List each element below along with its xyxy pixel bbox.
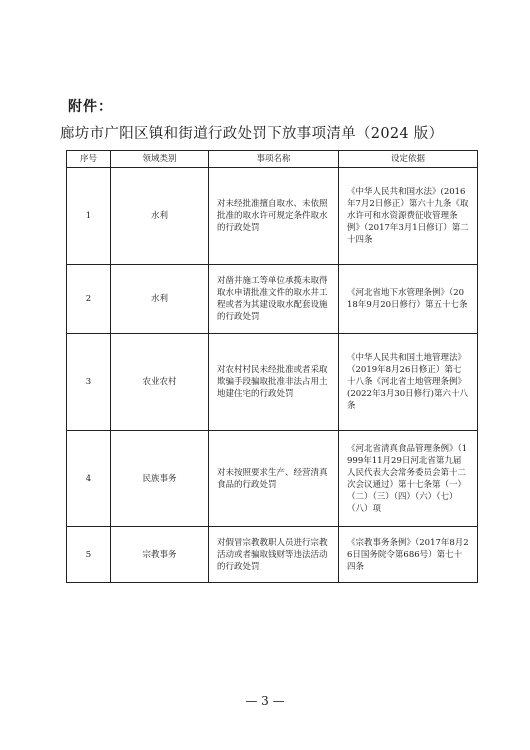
cell-category: 民族事务 [111, 431, 209, 527]
cell-category: 水利 [111, 265, 209, 334]
table-row [67, 168, 478, 265]
cell-name: 对假冒宗教教职人员进行宗教活动或者骗取钱财等违法活动的行政处罚 [209, 527, 339, 583]
cell-basis: 《河北省地下水管理条例》（2018年9月20日修行）第五十七条 [339, 265, 478, 334]
table-row [67, 431, 478, 527]
cell-category: 宗教事务 [111, 527, 209, 583]
column-header-no: 序号 [67, 151, 111, 168]
cell-no: 3 [67, 334, 111, 431]
cell-no: 4 [67, 431, 111, 527]
attachment-label: 附件： [68, 99, 113, 115]
cell-category: 水利 [111, 168, 209, 265]
table-header-row [67, 151, 478, 168]
table-row [67, 334, 478, 431]
cell-category: 农业农村 [111, 334, 209, 431]
column-header-basis: 设定依据 [339, 151, 478, 168]
cell-basis: 《中华人民共和国土地管理法》（2019年8月26日修正）第七十八条《河北省土地管理条例》(2022年3月30日修行)第六十八条 [339, 334, 478, 431]
page-number: — 3 — [245, 694, 285, 708]
cell-no: 1 [67, 168, 111, 265]
cell-name: 对未按照要求生产、经营清真食品的行政处罚 [209, 431, 339, 527]
cell-basis: 《河北省清真食品管理条例》（1999年11月29日河北省第九届人民代表大会常务委员会第十二次会议通过）第十七条第（一）（二）（三）（四）（六）（七）（八）项 [339, 431, 478, 527]
column-header-category: 领域类别 [111, 151, 209, 168]
column-header-name: 事项名称 [209, 151, 339, 168]
cell-name: 对农村村民未经批准或者采取欺骗手段骗取批准非法占用土地建住宅的行政处罚 [209, 334, 339, 431]
table-row [67, 527, 478, 583]
cell-basis: 《中华人民共和国水法》(2016年7月2日修正）第六十九条《取水许可和水资源费征收管理条例》（2017年3月1日修订）第二十四条 [339, 168, 478, 265]
penalty-items-table [66, 150, 478, 583]
cell-no: 5 [67, 527, 111, 583]
cell-basis: 《宗教事务条例》（2017年8月26日国务院令第686号）第七十四条 [339, 527, 478, 583]
table-row [67, 265, 478, 334]
cell-name: 对未经批准擅自取水、未依照批准的取水许可规定条件取水的行政处罚 [209, 168, 339, 265]
document-title: 廊坊市广阳区镇和街道行政处罚下放事项清单（2024 版） [60, 126, 444, 142]
cell-no: 2 [67, 265, 111, 334]
cell-name: 对凿井施工等单位承揽未取得取水申请批准文件的取水井工程或者为其建设取水配套设施的行政处罚 [209, 265, 339, 334]
